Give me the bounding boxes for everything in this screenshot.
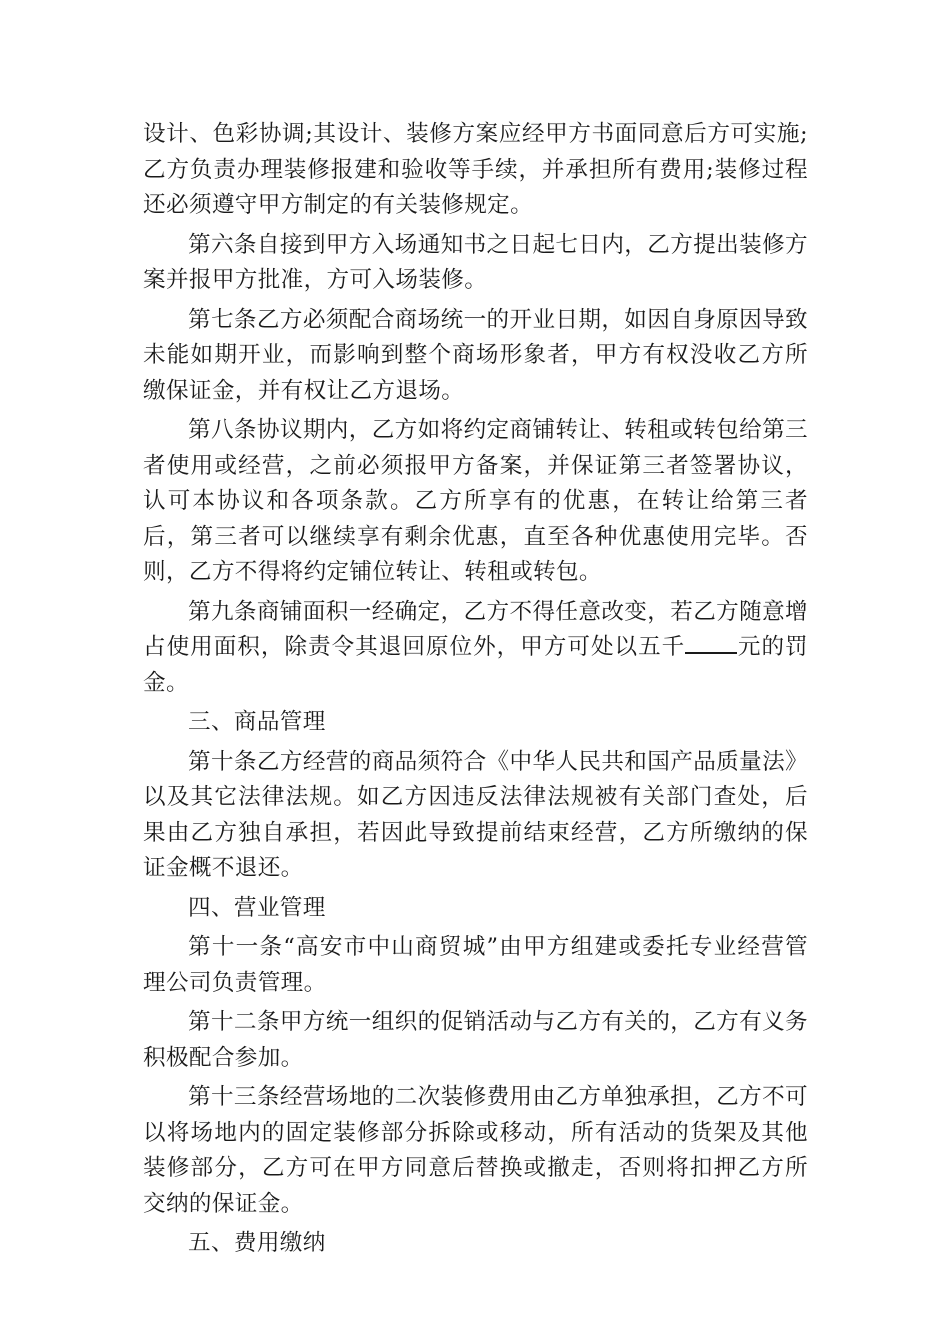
section-heading-fee-payment: 五、费用缴纳 — [188, 1230, 326, 1256]
article-9-text-end: 元的罚金。 — [143, 634, 808, 696]
document-page — [143, 117, 808, 1266]
paragraph-article-12: 第十二条甲方统一组织的促销活动与乙方有关的，乙方有义务积极配合参加。 — [143, 1009, 808, 1071]
section-heading-business-management: 四、营业管理 — [188, 894, 326, 921]
paragraph-article-10: 第十条乙方经营的商品须符合《中华人民共和国产品质量法》以及其它法律法规。如乙方因违反法律法规被有关部门查处，后果由乙方独自承担，若因此导致提前结束经营，乙方所缴纳的保证金概不退还。 — [143, 748, 808, 881]
paragraph-renovation-continued: 设计、色彩协调;其设计、装修方案应经甲方书面同意后方可实施;乙方负责办理装修报建和验收等手续，并承担所有费用;装修过程还必须遵守甲方制定的有关装修规定。 — [143, 121, 808, 218]
paragraph-article-11: 第十一条“高安市中山商贸城”由甲方组建或委托专业经营管理公司负责管理。 — [143, 934, 808, 996]
paragraph-article-9 — [143, 595, 808, 702]
paragraph-article-6: 第六条自接到甲方入场通知书之日起七日内，乙方提出装修方案并报甲方批准，方可入场装修。 — [143, 231, 808, 293]
paragraph-article-13: 第十三条经营场地的二次装修费用由乙方单独承担，乙方不可以将场地内的固定装修部分拆除或移动，所有活动的货架及其他装修部分，乙方可在甲方同意后替换或撤走，否则将扣押乙方所交纳的保证金。 — [143, 1084, 808, 1217]
paragraph-article-7: 第七条乙方必须配合商场统一的开业日期，如因自身原因导致未能如期开业，而影响到整个商场形象者，甲方有权没收乙方所缴保证金，并有权让乙方退场。 — [143, 306, 808, 404]
paragraph-article-8: 第八条协议期内，乙方如将约定商铺转让、转租或转包给第三者使用或经营，之前必须报甲方备案，并保证第三者签署协议，认可本协议和各项条款。乙方所享有的优惠，在转让给第三者后，第三者可以继续享有剩余优惠，直至各种优惠使用完毕。否则，乙方不得将约定铺位转让、转租或转包。 — [143, 417, 808, 585]
article-9-text: 第九条商铺面积一经确定，乙方不得任意改变，若乙方随意增占使用面积，除责令其退回原位外，甲方可处以五千 — [143, 598, 808, 660]
section-heading-goods-management: 三、商品管理 — [188, 709, 326, 735]
fill-in-blank — [685, 634, 737, 654]
